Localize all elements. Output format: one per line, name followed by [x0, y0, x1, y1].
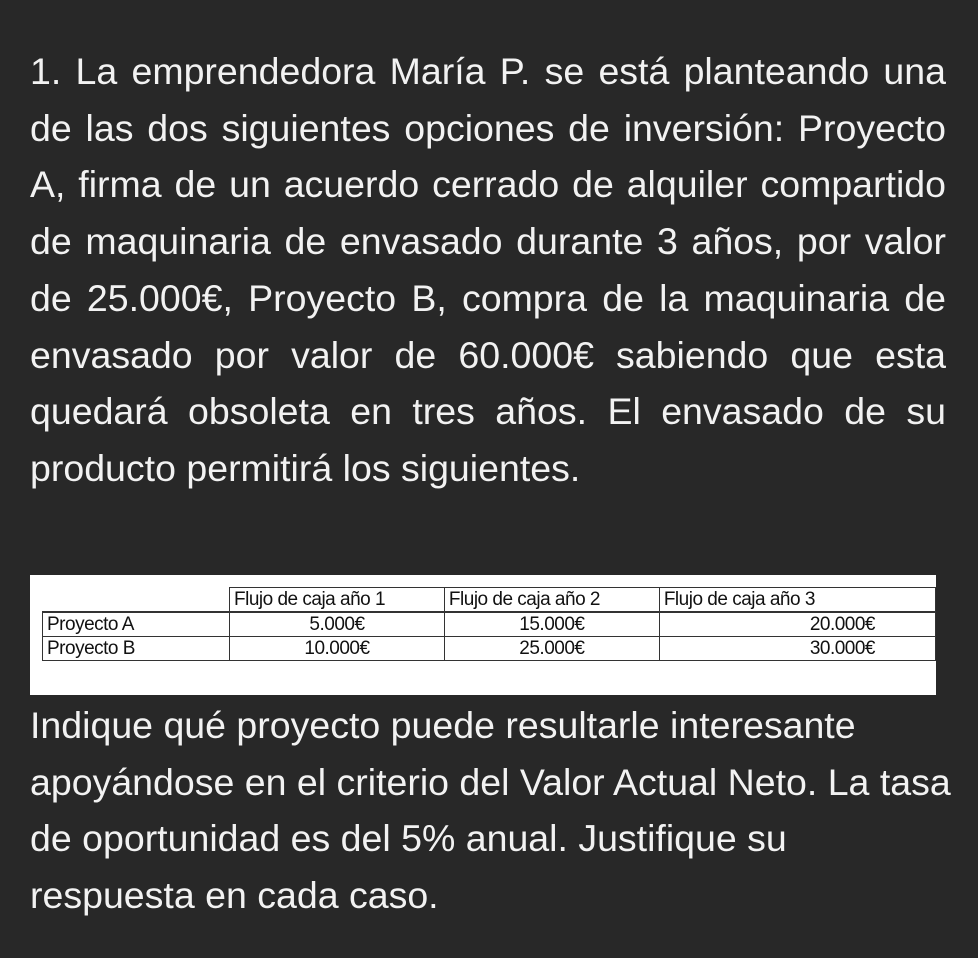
cell-b-year-3: 30.000€: [659, 637, 935, 661]
header-year-1: Flujo de caja año 1: [230, 588, 445, 613]
header-year-2: Flujo de caja año 2: [444, 588, 659, 613]
question-intro: 1. La emprendedora María P. se está planteando una de las dos siguientes opciones de inversión: Proyecto A, firma de un acuerdo cerrado de alquiler compartido de maquinaria de envasado durante 3 años, por valor de 25.000€, Proyecto B, compra de la maquinaria de envasado por valor de 60.000€ sabiendo que esta quedará obsoleta en tres años. El envasado de su producto permitirá los siguientes.: [30, 50, 946, 489]
cell-a-year-1: 5.000€: [230, 612, 445, 637]
row-label-proyecto-a: Proyecto A: [43, 612, 230, 637]
row-label-proyecto-b: Proyecto B: [43, 637, 230, 661]
cell-b-year-1: 10.000€: [230, 637, 445, 661]
table-header-row: [43, 588, 936, 613]
table-row-proyecto-a: [43, 612, 936, 637]
cell-b-year-2: 25.000€: [444, 637, 659, 661]
cell-a-year-2: 15.000€: [444, 612, 659, 637]
question-closing: Indique qué proyecto puede resultarle interesante apoyándose en el criterio del Valor Actual Neto. La tasa de oportunidad es del 5% anual. Justifique su respuesta en cada caso.: [30, 704, 951, 917]
cash-flow-table-panel: [30, 575, 936, 695]
table-corner-cell: [43, 588, 230, 613]
header-year-3: Flujo de caja año 3: [659, 588, 935, 613]
cell-a-year-3: 20.000€: [659, 612, 935, 637]
cash-flow-table: [42, 587, 936, 661]
table-row-proyecto-b: [43, 637, 936, 661]
